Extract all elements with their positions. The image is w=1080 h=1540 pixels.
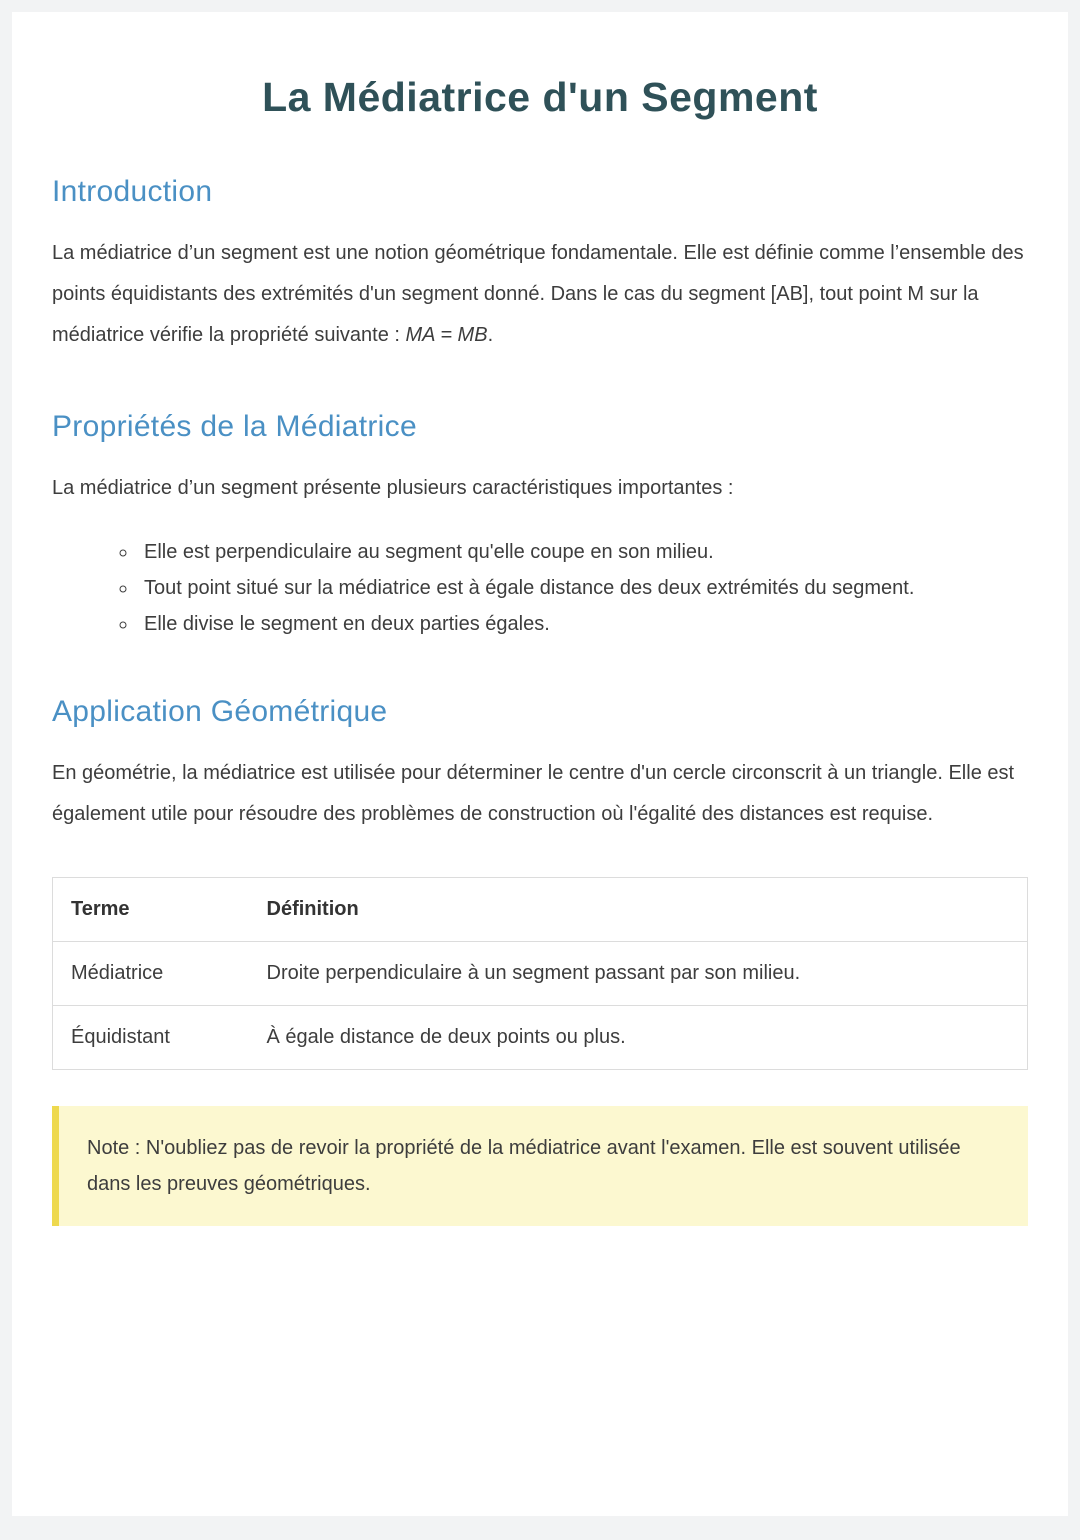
table-cell-term: Médiatrice [53,942,249,1006]
table-cell-term: Équidistant [53,1006,249,1070]
introduction-paragraph [52,233,1028,356]
properties-lead: La médiatrice d’un segment présente plusieurs caractéristiques importantes : [52,477,734,499]
introduction-text: La médiatrice d’un segment est une notion géométrique fondamentale. Elle est définie comme l’ensemble des points équidistants des extrémités d'un segment donné. Dans le cas du segment [AB], tout point M sur la médiatrice vérifie la propriété suivante : [52,242,1024,346]
application-heading: Application Géométrique [52,695,388,728]
section-properties [52,410,1028,641]
section-application [52,695,1028,835]
table-row [53,1006,1028,1070]
document-page [12,12,1068,1516]
formula-ma-equals-mb: MA = MB [405,324,488,346]
application-paragraph: En géométrie, la médiatrice est utilisée pour déterminer le centre d'un cercle circonscrit à un triangle. Elle est également utile pour résoudre des problèmes de construction où l'égalité des distances est requise. [52,762,1015,825]
list-item: ◦ Elle est perpendiculaire au segment qu'elle coupe en son milieu. [138,535,1028,569]
introduction-text-end: . [487,324,494,346]
definition-table [52,877,1028,1070]
table-header-terme: Terme [53,878,249,942]
note-text: Note : N'oubliez pas de revoir la propriété de la médiatrice avant l'examen. Elle est souvent utilisée dans les preuves géométriques. [87,1137,961,1195]
list-item: ◦ Elle divise le segment en deux parties égales. [138,607,1028,641]
table-cell-definition: À égale distance de deux points ou plus. [249,1006,1028,1070]
table-cell-definition: Droite perpendiculaire à un segment passant par son milieu. [249,942,1028,1006]
introduction-heading: Introduction [52,175,213,208]
list-item: ◦ Tout point situé sur la médiatrice est à égale distance des deux extrémités du segment. [138,571,1028,605]
table-header-definition: Définition [249,878,1028,942]
properties-list [52,535,1028,641]
section-introduction [52,175,1028,356]
page-title: La Médiatrice d'un Segment [262,74,818,120]
table-row [53,942,1028,1006]
properties-heading: Propriétés de la Médiatrice [52,410,417,443]
note-callout [52,1106,1028,1226]
table-header-row [53,878,1028,942]
